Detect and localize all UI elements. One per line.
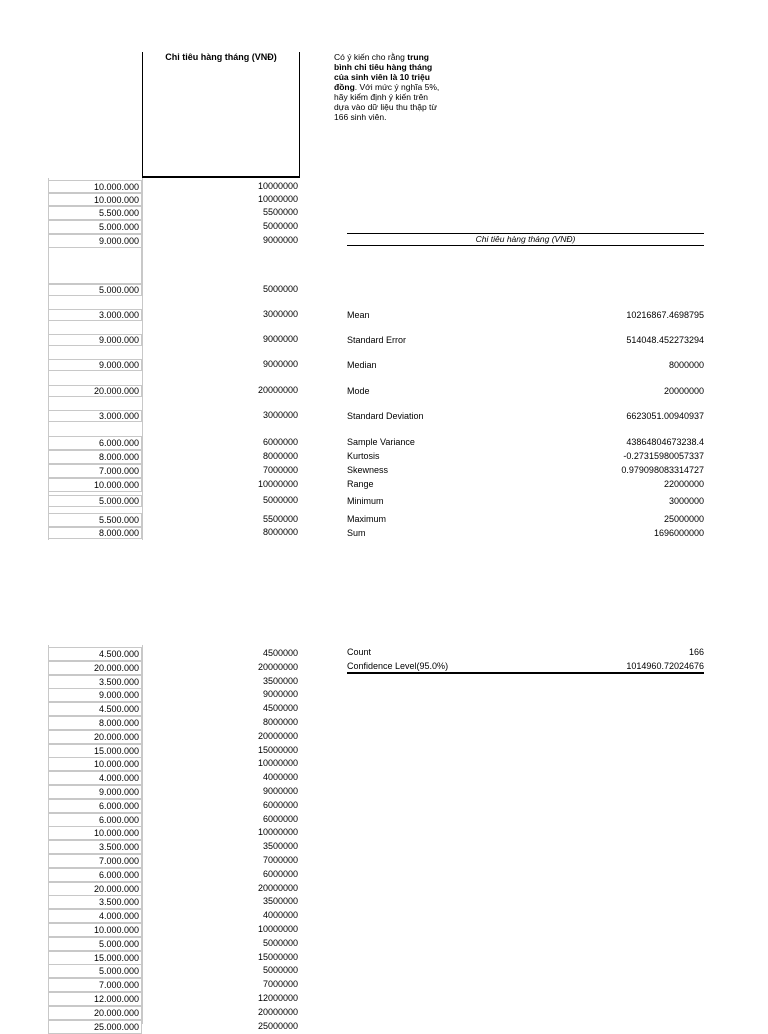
raw-value-cell[interactable]: 6000000 — [262, 799, 298, 810]
raw-value-cell[interactable]: 5500000 — [262, 207, 298, 217]
raw-value-cell[interactable]: 8000000 — [262, 527, 298, 537]
raw-value-cell[interactable]: 10000000 — [257, 479, 298, 489]
formatted-value-cell[interactable]: 20.000.000 — [48, 661, 142, 675]
stat-value: 25000000 — [663, 514, 704, 524]
raw-value-cell[interactable]: 4000000 — [262, 910, 298, 921]
stat-value: 43864804673238.4 — [626, 437, 704, 447]
formatted-value-cell[interactable]: 4.500.000 — [48, 647, 142, 661]
raw-value-cell[interactable]: 12000000 — [257, 993, 298, 1003]
raw-value-cell[interactable]: 20000000 — [257, 882, 298, 893]
formatted-value-cell[interactable]: 4.000.000 — [48, 771, 142, 785]
raw-value-cell[interactable]: 4500000 — [262, 703, 298, 714]
stat-label: Confidence Level(95.0%) — [347, 661, 449, 671]
formatted-value-cell[interactable]: 6.000.000 — [48, 436, 142, 450]
stats-header — [347, 233, 704, 246]
raw-value-cell[interactable]: 10000000 — [257, 827, 298, 838]
raw-value-cell[interactable]: 20000000 — [257, 1006, 298, 1017]
formatted-value-cell[interactable]: 10.000.000 — [48, 923, 142, 937]
stat-value: 10216867.4698795 — [626, 310, 704, 320]
formatted-value-cell[interactable]: 3.000.000 — [48, 309, 142, 321]
formatted-value-cell[interactable]: 20.000.000 — [48, 730, 142, 744]
raw-value-cell[interactable]: 10000000 — [257, 924, 298, 934]
stats-bottom-rule — [347, 672, 704, 674]
formatted-value-cell[interactable]: 8.000.000 — [48, 527, 142, 539]
formatted-value-cell[interactable]: 10.000.000 — [48, 193, 142, 206]
formatted-value-cell[interactable]: 20.000.000 — [48, 1006, 142, 1020]
stat-label: Range — [347, 479, 374, 489]
header-cell-text: Chi tiêu hàng tháng (VNĐ) — [165, 52, 277, 62]
formatted-value-cell[interactable]: 6.000.000 — [48, 868, 142, 882]
formatted-value-cell[interactable]: 9.000.000 — [48, 359, 142, 371]
stat-value: 1696000000 — [653, 528, 704, 538]
raw-value-cell[interactable]: 5000000 — [262, 495, 298, 505]
raw-value-cell[interactable]: 8000000 — [262, 451, 298, 461]
stat-label: Skewness — [347, 465, 389, 475]
raw-value-cell[interactable]: 9000000 — [262, 359, 298, 369]
stat-label: Kurtosis — [347, 451, 380, 461]
raw-value-cell[interactable]: 4000000 — [262, 772, 298, 783]
stat-value: 8000000 — [668, 360, 704, 370]
raw-value-cell[interactable]: 8000000 — [262, 717, 298, 727]
formatted-value-cell[interactable]: 10.000.000 — [48, 180, 142, 193]
question-note — [334, 52, 444, 122]
formatted-value-cell[interactable]: 15.000.000 — [48, 744, 142, 758]
formatted-value-cell[interactable]: 5.000.000 — [48, 284, 142, 296]
formatted-value-cell[interactable]: 10.000.000 — [48, 826, 142, 840]
raw-value-cell[interactable]: 3500000 — [262, 896, 298, 907]
formatted-value-cell[interactable]: 7.000.000 — [48, 464, 142, 478]
note-part2: . Với mức ý nghĩa 5%, hãy kiểm định ý kiến trên dựa vào dữ liệu thu thập từ 166 sinh viên. — [334, 82, 440, 122]
formatted-value-cell[interactable]: 5.500.000 — [48, 513, 142, 527]
raw-value-cell[interactable]: 7000000 — [262, 465, 298, 475]
raw-value-cell[interactable]: 7000000 — [262, 855, 298, 865]
note-part1: Có ý kiến cho rằng — [334, 52, 408, 62]
formatted-value-cell[interactable]: 9.000.000 — [48, 785, 142, 799]
formatted-value-cell[interactable]: 5.500.000 — [48, 206, 142, 220]
formatted-value-cell[interactable]: 5.000.000 — [48, 964, 142, 978]
raw-value-cell[interactable]: 6000000 — [262, 868, 298, 879]
raw-value-cell[interactable]: 20000000 — [257, 385, 298, 395]
formatted-value-cell[interactable]: 3.500.000 — [48, 840, 142, 854]
stat-value: 22000000 — [663, 479, 704, 489]
stat-value: 20000000 — [663, 386, 704, 396]
formatted-value-cell[interactable]: 4.500.000 — [48, 702, 142, 716]
formatted-value-cell[interactable]: 3.500.000 — [48, 675, 142, 689]
raw-value-cell[interactable]: 7000000 — [262, 979, 298, 990]
raw-value-cell[interactable]: 25000000 — [257, 1020, 298, 1031]
formatted-value-cell[interactable]: 9.000.000 — [48, 688, 142, 702]
raw-value-cell[interactable]: 3500000 — [262, 841, 298, 852]
stat-label: Standard Error — [347, 335, 407, 345]
raw-value-cell[interactable]: 5500000 — [262, 514, 298, 524]
stat-label: Minimum — [347, 496, 384, 506]
header-cell-box — [142, 52, 300, 178]
raw-value-cell[interactable]: 3000000 — [262, 309, 298, 319]
formatted-value-cell[interactable]: 20.000.000 — [48, 385, 142, 397]
formatted-value-cell[interactable]: 15.000.000 — [48, 951, 142, 965]
raw-value-cell[interactable]: 10000000 — [257, 181, 298, 191]
raw-value-cell[interactable]: 5000000 — [262, 965, 298, 976]
raw-value-cell[interactable]: 9000000 — [262, 689, 298, 700]
formatted-value-cell[interactable]: 8.000.000 — [48, 716, 142, 730]
raw-value-cell[interactable]: 3500000 — [262, 675, 298, 686]
raw-value-cell[interactable]: 15000000 — [257, 744, 298, 755]
raw-value-cell[interactable]: 20000000 — [257, 730, 298, 741]
raw-value-cell[interactable]: 4500000 — [262, 648, 298, 658]
stat-label: Median — [347, 360, 377, 370]
stat-value: 514048.452273294 — [626, 335, 704, 345]
stat-value: 3000000 — [668, 496, 704, 506]
empty-cell[interactable] — [48, 247, 142, 284]
raw-value-cell[interactable]: 9000000 — [262, 334, 298, 344]
stat-value: 6623051.00940937 — [626, 411, 704, 421]
formatted-value-cell[interactable]: 4.000.000 — [48, 909, 142, 923]
stat-value: -0.27315980057337 — [623, 451, 704, 461]
stat-value: 166 — [688, 647, 704, 657]
stat-label: Count — [347, 647, 372, 657]
formatted-value-cell[interactable]: 6.000.000 — [48, 813, 142, 827]
formatted-value-cell[interactable]: 20.000.000 — [48, 882, 142, 896]
formatted-value-cell[interactable]: 5.000.000 — [48, 495, 142, 507]
raw-value-cell[interactable]: 9000000 — [262, 786, 298, 796]
raw-value-cell[interactable]: 9000000 — [262, 235, 298, 245]
raw-value-cell[interactable]: 15000000 — [257, 951, 298, 962]
formatted-value-cell[interactable]: 10.000.000 — [48, 478, 142, 492]
raw-value-cell[interactable]: 5000000 — [262, 221, 298, 231]
raw-value-cell[interactable]: 10000000 — [257, 194, 298, 204]
raw-value-cell[interactable]: 5000000 — [262, 937, 298, 948]
stat-label: Mode — [347, 386, 370, 396]
stat-label: Mean — [347, 310, 370, 320]
raw-value-cell[interactable]: 20000000 — [257, 661, 298, 672]
raw-value-cell[interactable]: 5000000 — [262, 284, 298, 294]
formatted-value-cell[interactable]: 10.000.000 — [48, 757, 142, 771]
raw-value-cell[interactable]: 3000000 — [262, 410, 298, 420]
formatted-value-cell[interactable]: 9.000.000 — [48, 234, 142, 248]
formatted-value-cell[interactable]: 25.000.000 — [48, 1020, 142, 1034]
formatted-value-cell[interactable]: 8.000.000 — [48, 450, 142, 464]
formatted-value-cell[interactable]: 7.000.000 — [48, 854, 142, 868]
stat-label: Sample Variance — [347, 437, 415, 447]
stats-header-text: Chi tiêu hàng tháng (VNĐ) — [475, 234, 576, 244]
formatted-value-cell[interactable]: 12.000.000 — [48, 992, 142, 1006]
stat-value: 1014960.72024676 — [626, 661, 704, 671]
formatted-value-cell[interactable]: 9.000.000 — [48, 334, 142, 346]
note-bold: trung bình chi tiêu hàng tháng của sinh viên là 10 triệu đồng — [334, 52, 433, 92]
stat-value: 0.979098083314727 — [621, 465, 704, 475]
raw-value-cell[interactable]: 6000000 — [262, 813, 298, 824]
stat-label: Maximum — [347, 514, 387, 524]
formatted-value-cell[interactable]: 7.000.000 — [48, 978, 142, 992]
formatted-value-cell[interactable]: 3.000.000 — [48, 410, 142, 422]
stat-label: Sum — [347, 528, 366, 538]
formatted-value-cell[interactable]: 5.000.000 — [48, 220, 142, 234]
formatted-value-cell[interactable]: 6.000.000 — [48, 799, 142, 813]
raw-value-cell[interactable]: 10000000 — [257, 758, 298, 769]
formatted-value-cell[interactable]: 5.000.000 — [48, 937, 142, 951]
stat-label: Standard Deviation — [347, 411, 424, 421]
raw-value-cell[interactable]: 6000000 — [262, 437, 298, 447]
formatted-value-cell[interactable]: 3.500.000 — [48, 895, 142, 909]
